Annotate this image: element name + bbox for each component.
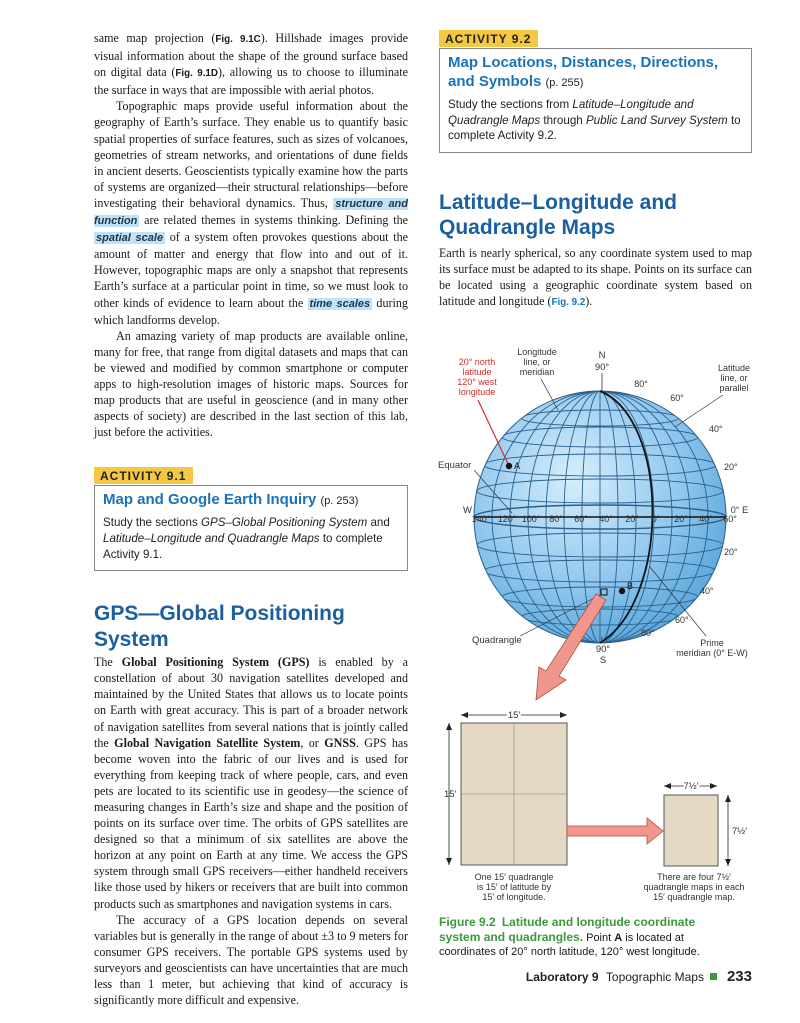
activity-page-ref: (p. 253) [320, 495, 359, 508]
longitude-callout [517, 347, 557, 377]
svg-text:line, or: line, or [720, 373, 748, 383]
activity-title: Map and Google Earth Inquiry (p. 253) [103, 491, 359, 509]
svg-text:20° north: 20° north [458, 357, 496, 367]
svg-text:One 15′ quadrangle: One 15′ quadrangle [474, 872, 554, 882]
point-b-label: B [627, 581, 634, 591]
point-a-marker[interactable] [506, 463, 512, 469]
activity-9-1 [94, 467, 408, 571]
svg-text:line, or: line, or [523, 357, 551, 367]
quad15-width-label: 15′ [507, 710, 521, 721]
svg-text:is 15′ of latitude by: is 15′ of latitude by [476, 882, 552, 892]
figure-caption: Figure 9.2 Latitude and longitude coordinate system and quadrangles. Point A is located at coordinates of 20° north latitude, 120° west longitude. [439, 915, 700, 958]
quadrangle-7-5-minute [643, 781, 747, 902]
footer-title: Topographic Maps [605, 970, 704, 984]
svg-text:20°: 20° [674, 514, 688, 524]
svg-text:longitude: longitude [458, 387, 496, 397]
svg-text:Latitude: Latitude [717, 363, 751, 373]
lat-label-40-north: 40° [709, 424, 723, 434]
svg-text:parallel: parallel [719, 383, 749, 393]
svg-text:0°: 0° [651, 514, 661, 524]
lat-label-20-south: 20° [724, 547, 738, 557]
svg-text:15′ of longitude.: 15′ of longitude. [482, 892, 546, 902]
svg-text:latitude: latitude [462, 367, 492, 377]
right-column [439, 30, 752, 311]
activity-tag: ACTIVITY 9.1 [94, 467, 193, 484]
lon-label-80-north: 80° [634, 379, 648, 389]
section-heading-latitude-longitude: Latitude–Longitude and Quadrangle Maps [439, 190, 677, 239]
svg-text:120°: 120° [497, 514, 517, 524]
point-b-marker[interactable] [619, 588, 625, 594]
activity-box [439, 48, 752, 153]
prime-meridian-label: Prime [700, 638, 724, 648]
west-label: W [463, 505, 472, 516]
point-a-callout [457, 357, 497, 397]
latitude-callout [718, 363, 750, 393]
lon-label-60-south: 60° [675, 615, 689, 625]
highlight-spatial-scale: spatial scale [96, 232, 164, 245]
paragraph-gps-accuracy: The accuracy of a GPS location depends on several variables but is generally in the range of about ±3 to 9 meters for consumer GPS receivers. The portable GPS systems used by surveyors and geoscientists can have uncertainties that are much less than 1 meter, but achieving that kind of accuracy is significantly more difficult and expensive. [94, 912, 408, 1008]
activity-instructions: Study the sections from Latitude–Longitude and Quadrangle Maps through Public Land Survey System to complete Activity 9.2. [448, 98, 741, 143]
quadrangle-15-minute [444, 710, 567, 902]
page-footer [526, 968, 752, 985]
quad75-height-label: 7½′ [732, 826, 747, 837]
highlight-structure-function: structure and function [94, 197, 408, 228]
east-label: E [742, 505, 749, 516]
svg-text:meridian: meridian [519, 367, 555, 377]
footer-square-icon [710, 973, 717, 980]
paragraph-map-products: An amazing variety of map products are available online, many for free, that range from digital datasets and maps that can be viewed and modified by common smartphone or computer apps to high-resolution images of historic maps. Sources for map products that are useful in geoscience (and in many other aspects of society) are described in the last section of this lab, just before the activities. [94, 328, 408, 440]
svg-text:40°: 40° [599, 514, 613, 524]
footer-lab: Laboratory 9 [525, 970, 599, 984]
svg-text:40°: 40° [699, 514, 713, 524]
lon-label-80-south: 80° [641, 628, 655, 638]
svg-text:0°: 0° [730, 505, 740, 515]
activity-box [94, 485, 408, 571]
quad15-height-label: 15′ [444, 789, 457, 800]
figure-reference[interactable]: Fig. 9.2 [551, 297, 586, 309]
figure-reference[interactable]: Fig. 9.1C [215, 34, 261, 45]
paragraph-gps-intro: The Global Positioning System (GPS) is enabled by a constellation of about 30 navigation satellites developed and maintained by the United States that allows us to locate points on Earth with great accuracy. This is part of a broader network of navigation satellites from several nations that is jointly called the Global Navigation Satellite System, or GNSS. GPS has become woven into the fabric of our lives and is used for everything from keeping track of where people, cars, and even pets are located to its scientific use in geodesy—the science of measuring changes in Earth’s size and shape and the position of points on its surface over time. The orbits of GPS satellites are designed so that a minimum of six satellites are above the horizon at any point on Earth at any time. We access the GPS system through small GPS receivers—either handheld receivers like those used by hikers or receivers that are built into common products such as smartphones and navigation systems in cars. [94, 655, 408, 911]
svg-text:140°: 140° [471, 514, 491, 524]
south-label: S [599, 655, 607, 666]
svg-text:120° west: 120° west [457, 377, 497, 387]
paragraph-topographic-maps: Topographic maps provide useful information about the geography of Earth’s surface. They enable us to quantify basic spatial properties of surface features, such as sizes of volcanoes, geometries of stream networks, and orientations of dune fields in ancient deserts. Geoscientists typically examine how the parts of systems are organized—their structural relationships—before investigating their behavioral dynamics. Thus, structure and function are related themes in systems thinking. Defining the spatial scale of a system often provokes questions about the amount of matter and energy that flow into and out of it. However, topographic maps are only a snapshot that represents Earth’s surface at a particular point in time, so we must look to other kinds of evidence to learn about the time scales during which landforms develop. [94, 99, 408, 327]
north-label: N [598, 350, 606, 361]
figure-caption-title: Latitude and longitude coordinate system and quadrangles. [439, 915, 696, 944]
quadrangle-label: Quadrangle [472, 635, 522, 646]
svg-text:There are four 7½′: There are four 7½′ [657, 872, 731, 882]
page-number: 233 [726, 968, 752, 985]
svg-text:80°: 80° [549, 514, 563, 524]
svg-text:15′ quadrangle map.: 15′ quadrangle map. [653, 892, 735, 902]
zoom-arrow-small [567, 818, 663, 844]
svg-text:quadrangle maps in each: quadrangle maps in each [643, 882, 745, 892]
quad75-width-label: 7½′ [683, 781, 699, 792]
figure-9-2 [430, 340, 760, 910]
svg-text:60°: 60° [574, 514, 588, 524]
highlight-time-scales: time scales [309, 297, 371, 310]
south-degree: 90° [595, 644, 611, 655]
figure-reference[interactable]: Fig. 9.1D [175, 68, 218, 80]
activity-instructions: Study the sections GPS–Global Positioning System and Latitude–Longitude and Quadrangle Maps to complete Activity 9.1. [103, 516, 390, 561]
svg-text:100°: 100° [521, 514, 541, 524]
prime-meridian-label-line2: meridian (0° E-W) [676, 648, 748, 658]
activity-9-2 [439, 30, 752, 153]
section-heading-gps: GPS—Global Positioning System [94, 602, 345, 652]
lon-label-60-north: 60° [670, 393, 684, 403]
point-a-label: A [514, 461, 521, 471]
figure-caption-label: Figure 9.2 [439, 915, 496, 929]
activity-page-ref: (p. 255) [545, 77, 584, 89]
paragraph-coordinate-system: Earth is nearly spherical, so any coordinate system used to map its surface must be adapted to its shape. Points on its surface can be located using a geographic coordinate system based on latitude and longitude (Fig. 9.2). [439, 245, 752, 309]
activity-tag: ACTIVITY 9.2 [439, 30, 538, 47]
lat-label-20-north: 20° [724, 462, 738, 472]
svg-text:60°: 60° [723, 514, 737, 524]
svg-text:20°: 20° [625, 514, 639, 524]
north-degree: 90° [594, 362, 610, 373]
left-column [94, 30, 408, 1008]
paragraph-hillshade: same map projection (Fig. 9.1C). Hillshade images provide visual information about the shape of the ground surface based on digital data (Fig. 9.1D), allowing us to choose to illuminate the surface in ways that are impossible with aerial photos. [94, 31, 408, 98]
equator-label: Equator [438, 460, 472, 471]
svg-text:Longitude: Longitude [517, 347, 557, 357]
lat-label-40-south: 40° [700, 586, 714, 596]
activity-title: Map Locations, Distances, Directions, and Symbols (p. 255) [448, 54, 719, 90]
